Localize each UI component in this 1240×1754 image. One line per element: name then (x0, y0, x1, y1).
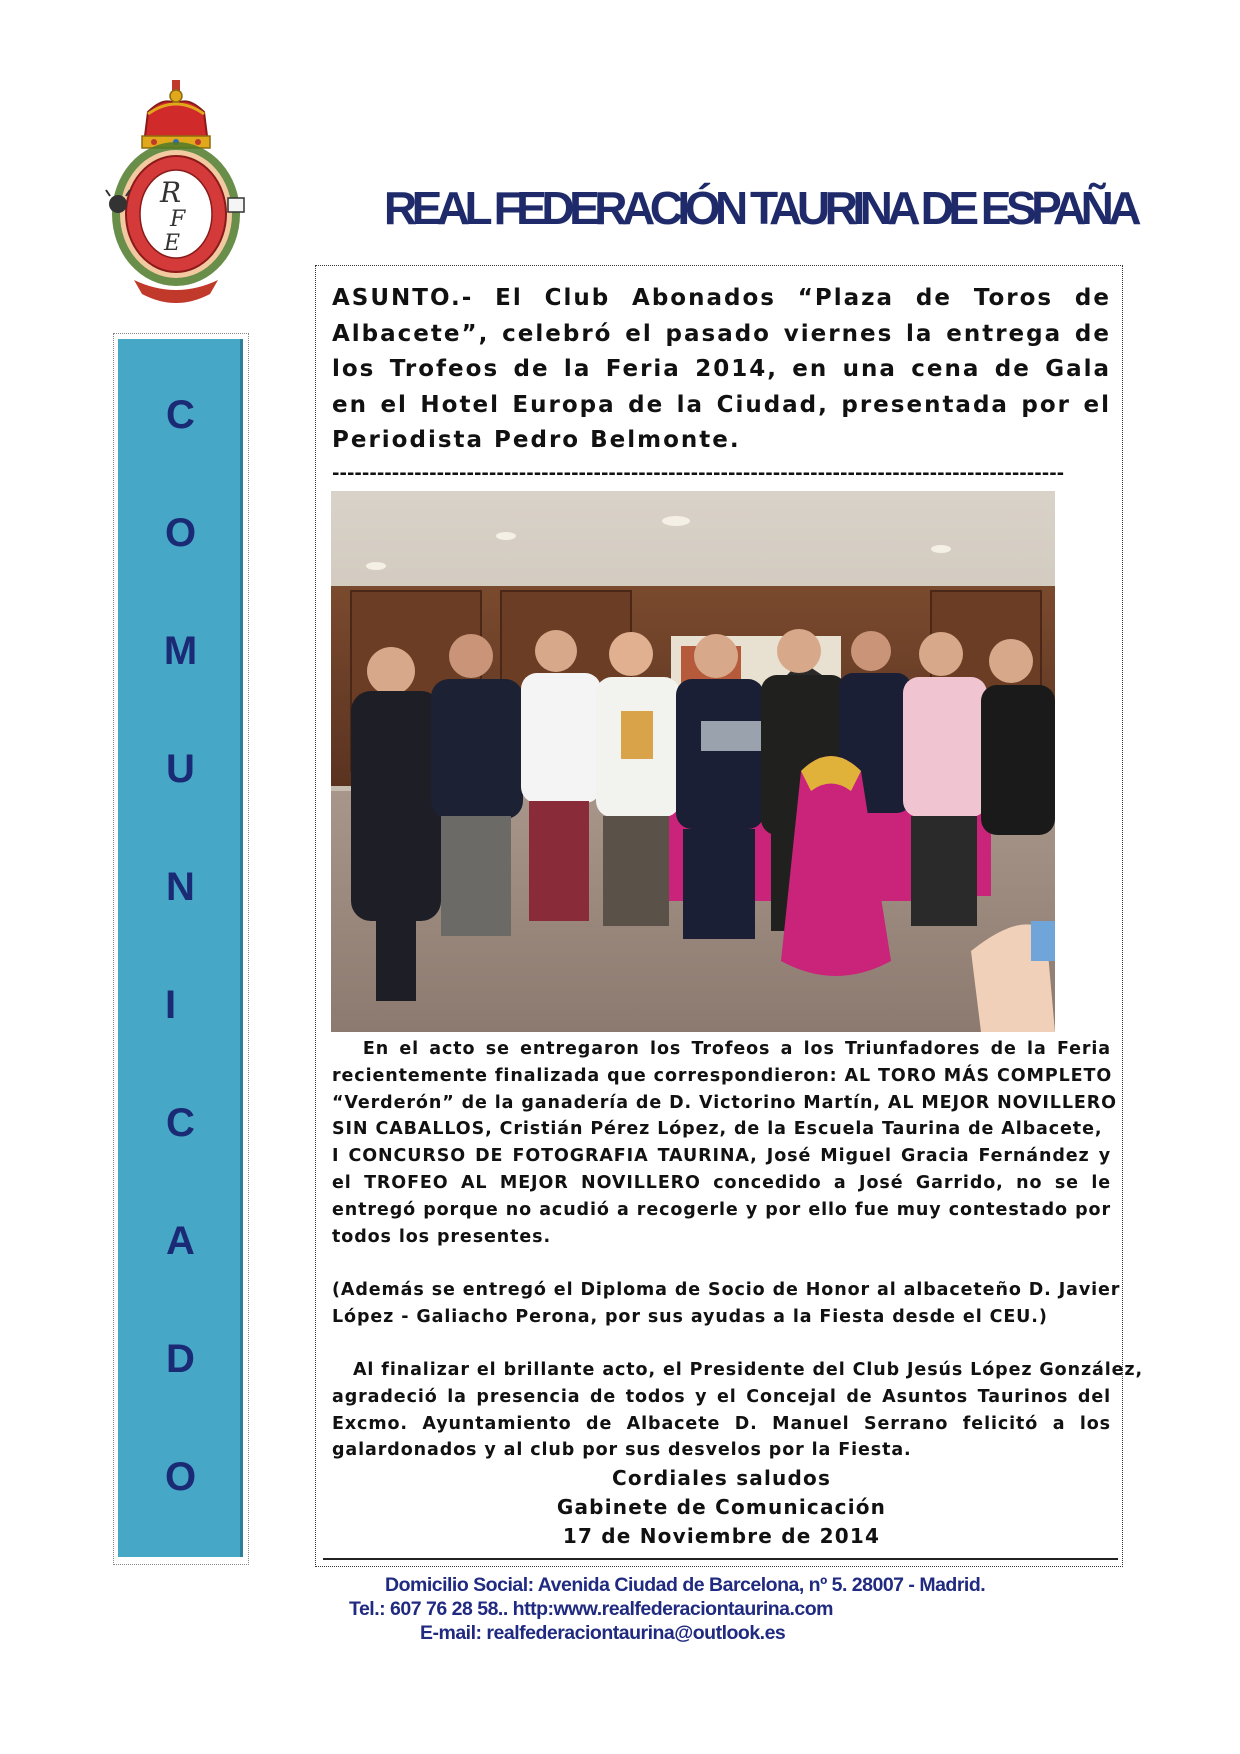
sidebar-letter: M (163, 629, 198, 673)
subject-paragraph: ASUNTO.- El Club Abonados “Plaza de Toros de Albacete”, celebró el pasado viernes la entrega de los Trofeos de la Feria 2014, en una cena de Gala en el Hotel Europa de la Ciudad, presentada por el Periodista Pedro Belmonte. (332, 285, 1111, 453)
sidebar-letter: O (164, 511, 197, 555)
event-group-photo (331, 491, 1055, 1032)
body-paragraph-1 (332, 1036, 1117, 1250)
dashed-separator: -------------------------------------------------------------------------------------------------- (332, 463, 1065, 484)
body-line: agradeció la presencia de todos y el Concejal de Asuntos Taurinos del (332, 1386, 1111, 1407)
svg-text:E: E (164, 231, 181, 256)
body-line: I CONCURSO DE FOTOGRAFIA TAURINA, José Miguel Gracia Fernández y (332, 1146, 1111, 1167)
svg-text:F: F (170, 207, 186, 232)
comunicado-sidebar (118, 339, 243, 1557)
body-paragraph-3 (332, 1357, 1144, 1464)
sidebar-letter: C (166, 393, 195, 437)
coat-of-arms-seal-icon (104, 74, 264, 310)
footer-phone-web: Tel.: 607 76 28 58.. http:www.realfederaciontaurina.com (349, 1598, 834, 1620)
body-line: todos los presentes. (332, 1226, 552, 1247)
footer-address: Domicilio Social: Avenida Ciudad de Barcelona, nº 5. 28007 - Madrid. (385, 1574, 986, 1596)
group-photo-image (331, 491, 1055, 1032)
body-line: “Verderón” de la ganadería de D. Victorino Martín, AL MEJOR NOVILLERO (332, 1092, 1117, 1113)
body-line: Excmo. Ayuntamiento de Albacete D. Manuel Serrano felicitó a los (332, 1413, 1111, 1434)
body-line: Al finalizar el brillante acto, el Presidente del Club Jesús López González, (332, 1360, 1144, 1380)
closing-greeting: Cordiales saludos (611, 1466, 832, 1490)
body-line: entregó porque no acudió a recogerle y por ello fue muy contestado por (332, 1199, 1111, 1220)
sidebar-letter: O (164, 1455, 197, 1499)
svg-text:R: R (160, 176, 182, 209)
sidebar-letter: I (164, 983, 177, 1027)
body-line: En el acto se entregaron los Trofeos a los Triunfadores de la Feria (332, 1039, 1111, 1059)
closing-date: 17 de Noviembre de 2014 (562, 1524, 881, 1548)
body-line: galardonados y al club por sus desvelos por la Fiesta. (332, 1440, 912, 1461)
sidebar-letter: C (166, 1101, 195, 1145)
body-paragraph-2 (332, 1277, 1121, 1331)
body-line: López - Galiacho Perona, por sus ayudas a la Fiesta desde el CEU.) (332, 1306, 1048, 1327)
federation-logo (104, 74, 264, 310)
sidebar-letter: A (166, 1219, 195, 1263)
body-line: (Además se entregó el Diploma de Socio de Honor al albaceteño D. Javier (332, 1280, 1121, 1300)
organization-title: REAL FEDERACIÓN TAURINA DE ESPAÑA (383, 182, 1137, 234)
content-bottom-divider (323, 1558, 1118, 1560)
closing-signature: Gabinete de Comunicación (556, 1495, 887, 1519)
body-line: SIN CABALLOS, Cristián Pérez López, de la Escuela Taurina de Albacete, (332, 1119, 1103, 1140)
sidebar-letter: N (166, 865, 195, 909)
sidebar-letter: U (166, 747, 195, 791)
footer-email: E-mail: realfederaciontaurina@outlook.es (420, 1622, 786, 1644)
body-line: el TROFEO AL MEJOR NOVILLERO concedido a José Garrido, no se le (332, 1172, 1111, 1193)
body-line: recientemente finalizada que correspondieron: AL TORO MÁS COMPLETO (332, 1065, 1113, 1086)
sidebar-letter: D (166, 1337, 195, 1381)
